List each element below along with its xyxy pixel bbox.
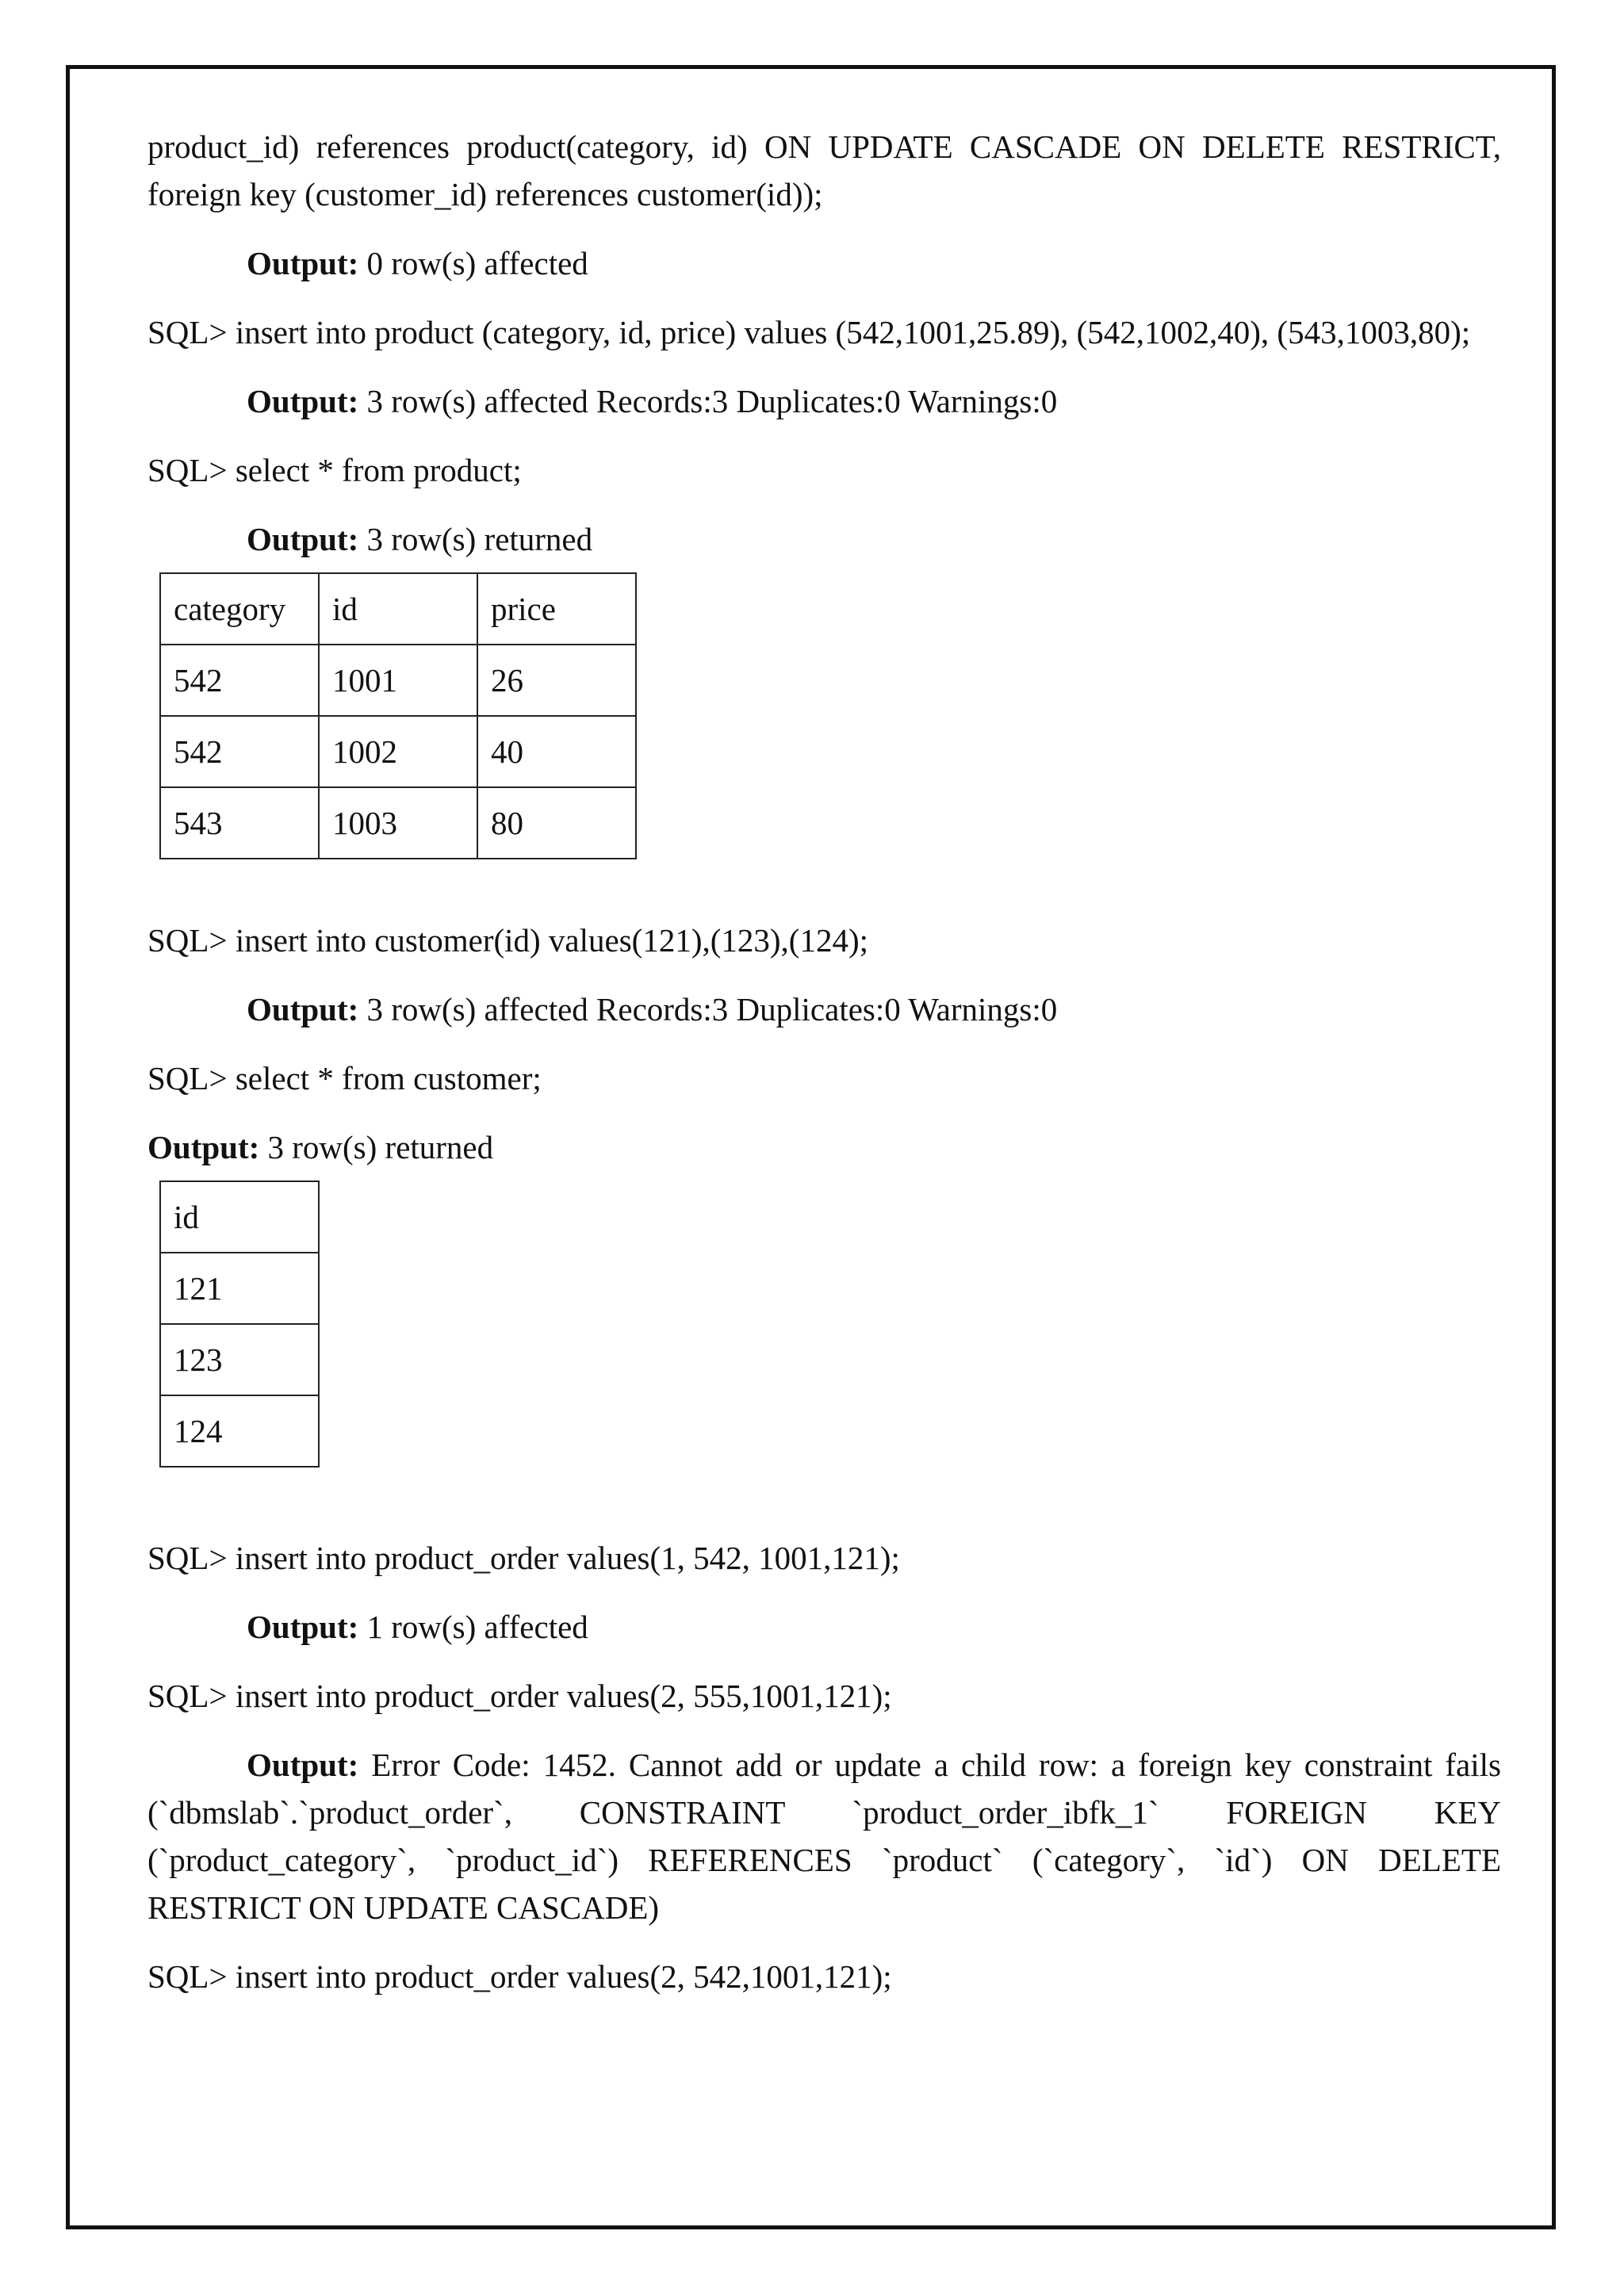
table-header-cell: category [160, 573, 319, 645]
output-label: Output: [147, 1129, 260, 1165]
output-line [147, 985, 1501, 1033]
table-header-cell: id [160, 1181, 319, 1253]
table-cell: 121 [160, 1253, 319, 1324]
table-header-row [160, 573, 636, 645]
output-text: 3 row(s) returned [358, 521, 593, 557]
table-cell: 542 [160, 716, 319, 787]
table-cell: 1002 [319, 716, 477, 787]
output-line [147, 515, 1501, 563]
sql-statement: SQL> select * from product; [147, 452, 522, 488]
table-row [160, 1395, 319, 1467]
sql-statement: SQL> insert into product_order values(1, 542, 1001,121); [147, 1540, 900, 1576]
output-line [147, 377, 1501, 425]
error-text: Error Code: 1452. Cannot add or update a child row: a foreign key constraint fails (`dbmslab`.`product_order`, CONSTRAINT `product_order_ibfk_1` FOREIGN KEY (`product_category`, `product_id`) REFERENCES `product` (`category`, `id`) ON DELETE RESTRICT ON UPDATE CASCADE) [147, 1747, 1501, 1926]
table-cell: 123 [160, 1324, 319, 1395]
table-cell: 543 [160, 787, 319, 859]
table-cell: 542 [160, 645, 319, 716]
output-label: Output: [247, 991, 359, 1027]
sql-statement: SQL> insert into product_order values(2, 555,1001,121); [147, 1678, 892, 1714]
output-text: 3 row(s) affected Records:3 Duplicates:0 Warnings:0 [358, 383, 1058, 419]
sql-statement: SQL> insert into product_order values(2, 542,1001,121); [147, 1958, 892, 1995]
output-text: 3 row(s) returned [259, 1129, 494, 1165]
output-text: 1 row(s) affected [358, 1609, 588, 1645]
sql-statement-continued: product_id) references product(category, id) ON UPDATE CASCADE ON DELETE RESTRICT, foreign key (customer_id) references customer(id)); [147, 128, 1501, 212]
output-label: Output: [247, 1747, 359, 1783]
table-row [160, 645, 636, 716]
table-cell: 1003 [319, 787, 477, 859]
table-header-cell: price [477, 573, 636, 645]
output-label: Output: [247, 245, 359, 281]
table-row [160, 787, 636, 859]
table-header-row [160, 1181, 319, 1253]
table-header-cell: id [319, 573, 477, 645]
output-label: Output: [247, 1609, 359, 1645]
customer-table [159, 1181, 320, 1468]
table-cell: 80 [477, 787, 636, 859]
table-cell: 124 [160, 1395, 319, 1467]
output-text: 3 row(s) affected Records:3 Duplicates:0 Warnings:0 [358, 991, 1058, 1027]
document-body [147, 123, 1501, 2000]
output-line [147, 1603, 1501, 1651]
output-line [147, 1123, 1501, 1171]
sql-statement: SQL> insert into product (category, id, price) values (542,1001,25.89), (542,1002,40), (543,1003,80); [147, 314, 1471, 350]
table-row [160, 1253, 319, 1324]
error-output [147, 1741, 1501, 1931]
output-text: 0 row(s) affected [358, 245, 588, 281]
table-cell: 40 [477, 716, 636, 787]
table-row [160, 716, 636, 787]
output-label: Output: [247, 383, 359, 419]
table-cell: 26 [477, 645, 636, 716]
output-label: Output: [247, 521, 359, 557]
output-line [147, 239, 1501, 287]
sql-statement: SQL> insert into customer(id) values(121),(123),(124); [147, 922, 868, 959]
product-table [159, 572, 637, 859]
table-row [160, 1324, 319, 1395]
sql-statement: SQL> select * from customer; [147, 1060, 542, 1096]
table-cell: 1001 [319, 645, 477, 716]
